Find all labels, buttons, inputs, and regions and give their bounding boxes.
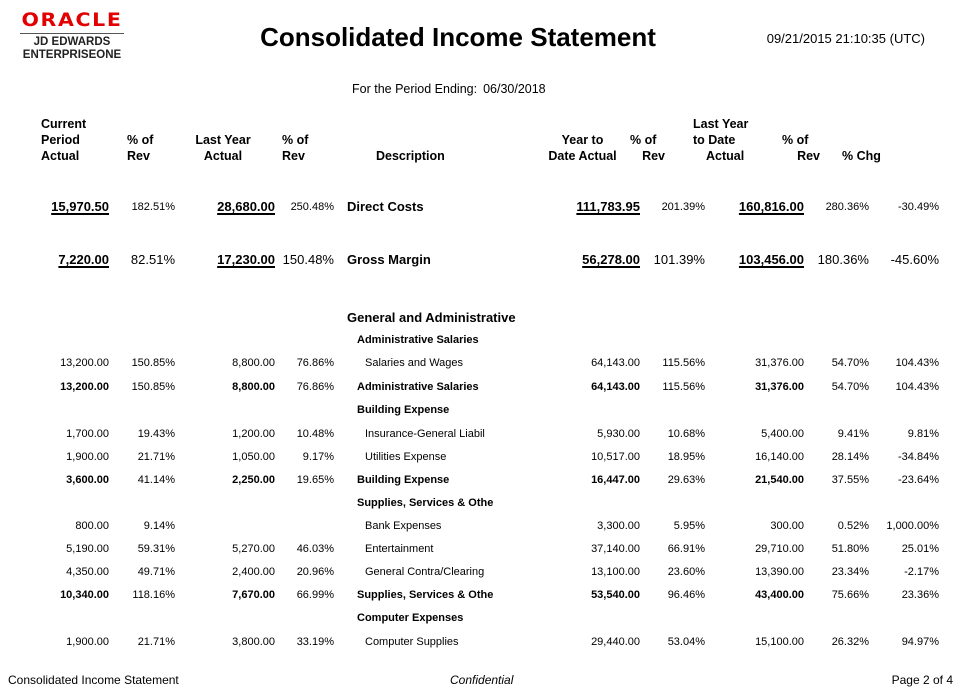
last-year-actual: 8,800.00	[232, 381, 275, 393]
description: Computer Supplies	[365, 636, 459, 648]
pct-rev: 26.32%	[831, 636, 869, 648]
col-header-pct-rev-4	[782, 132, 820, 164]
pct-rev: 5.95%	[673, 520, 705, 532]
pct-rev: 76.86%	[296, 381, 334, 393]
pct-rev: 180.36%	[817, 252, 869, 267]
pct-chg: 23.36%	[901, 589, 939, 601]
description: Building Expense	[357, 404, 450, 416]
current-period-actual: 4,350.00	[66, 566, 109, 578]
jde-line-1: JD EDWARDS	[33, 36, 111, 48]
pct-rev: 0.52%	[837, 520, 869, 532]
last-year-actual: 2,250.00	[232, 474, 275, 486]
col-header-line: Last Year	[693, 117, 749, 131]
description: Supplies, Services & Othe	[357, 589, 494, 601]
pct-chg: -45.60%	[890, 252, 939, 267]
pct-chg: -30.49%	[898, 201, 939, 213]
col-header-line: Actual	[203, 149, 243, 163]
pct-rev: 23.34%	[831, 566, 869, 578]
ly-td-actual: 103,456.00	[738, 252, 804, 267]
col-header-line: to Date	[693, 133, 736, 147]
ytd-actual: 5,930.00	[597, 428, 640, 440]
jde-line-2: ENTERPRISEONE	[22, 49, 122, 61]
period-label: For the Period Ending:	[352, 82, 478, 96]
ly-td-actual: 16,140.00	[755, 451, 804, 463]
last-year-actual: 17,230.00	[217, 252, 275, 267]
table-row	[0, 449, 959, 465]
pct-chg: -2.17%	[904, 566, 939, 578]
last-year-actual: 1,200.00	[232, 428, 275, 440]
pct-chg: 94.97%	[901, 636, 939, 648]
col-header-line: Rev	[642, 149, 665, 163]
ly-td-actual: 43,400.00	[755, 589, 804, 601]
col-header-line: % of	[127, 133, 154, 147]
current-period-actual: 13,200.00	[60, 357, 109, 369]
ytd-actual: 53,540.00	[591, 589, 640, 601]
pct-rev: 66.91%	[667, 543, 705, 555]
period-value: 06/30/2018	[483, 82, 546, 96]
pct-rev: 37.55%	[831, 474, 869, 486]
pct-rev: 28.14%	[831, 451, 869, 463]
last-year-actual: 8,800.00	[232, 357, 275, 369]
current-period-actual: 1,900.00	[66, 636, 109, 648]
last-year-actual: 7,670.00	[232, 589, 275, 601]
pct-rev: 21.71%	[137, 636, 175, 648]
table-row	[0, 564, 959, 580]
description: Computer Expenses	[357, 612, 464, 624]
pct-rev: 115.56%	[662, 357, 705, 369]
pct-rev: 250.48%	[290, 201, 334, 213]
ly-td-actual: 15,100.00	[755, 636, 804, 648]
col-header-line: Current	[41, 117, 87, 131]
ly-td-actual: 21,540.00	[755, 474, 804, 486]
ytd-actual: 29,440.00	[591, 636, 640, 648]
description: Supplies, Services & Othe	[357, 497, 494, 509]
group-total-row	[0, 379, 959, 395]
pct-rev: 9.14%	[143, 520, 175, 532]
ly-td-actual: 31,376.00	[755, 381, 804, 393]
description: Gross Margin	[347, 252, 431, 267]
ytd-actual: 3,300.00	[597, 520, 640, 532]
group-header-row	[0, 332, 959, 348]
pct-rev: 150.85%	[131, 357, 175, 369]
col-header-line: Year to	[561, 133, 604, 147]
ytd-actual: 16,447.00	[591, 474, 640, 486]
description: Insurance-General Liabil	[365, 428, 485, 440]
ly-td-actual: 31,376.00	[755, 357, 804, 369]
pct-rev: 49.71%	[137, 566, 175, 578]
current-period-actual: 15,970.50	[51, 199, 109, 214]
col-header-line: Rev	[127, 149, 150, 163]
current-period-actual: 13,200.00	[60, 381, 109, 393]
description: Building Expense	[357, 474, 450, 486]
pct-rev: 280.36%	[825, 201, 869, 213]
last-year-actual: 28,680.00	[217, 199, 275, 214]
table-row	[0, 541, 959, 557]
table-row	[0, 634, 959, 650]
summary-row-gross-margin	[0, 252, 959, 268]
pct-rev: 54.70%	[831, 381, 869, 393]
pct-rev: 33.19%	[296, 636, 334, 648]
ly-td-actual: 300.00	[770, 520, 804, 532]
pct-rev: 66.99%	[296, 589, 334, 601]
ly-td-actual: 29,710.00	[755, 543, 804, 555]
last-year-actual: 2,400.00	[232, 566, 275, 578]
col-header-line: Actual	[41, 149, 80, 163]
pct-rev: 59.31%	[137, 543, 175, 555]
pct-rev: 201.39%	[661, 201, 705, 213]
group-total-row	[0, 472, 959, 488]
col-header-current-period-actual	[41, 116, 86, 164]
ytd-actual: 10,517.00	[591, 451, 640, 463]
col-header-last-year-actual	[193, 132, 253, 164]
col-header-line: Actual	[706, 149, 745, 163]
pct-rev: 18.95%	[667, 451, 705, 463]
section-title: General and Administrative	[347, 310, 516, 325]
pct-rev: 182.51%	[131, 201, 175, 213]
pct-chg: 1,000.00%	[886, 520, 939, 532]
pct-rev: 46.03%	[296, 543, 334, 555]
col-header-line: % of	[630, 133, 657, 147]
table-row	[0, 518, 959, 534]
footer-page-number: Page 2 of 4	[891, 673, 953, 687]
description: Entertainment	[365, 543, 434, 555]
pct-chg: 9.81%	[907, 428, 939, 440]
table-row	[0, 426, 959, 442]
pct-rev: 23.60%	[667, 566, 705, 578]
col-header-line: % of	[782, 133, 809, 147]
report-datetime: 09/21/2015 21:10:35 (UTC)	[766, 31, 925, 46]
ytd-actual: 56,278.00	[582, 252, 640, 267]
group-header-row	[0, 610, 959, 626]
pct-chg: 25.01%	[901, 543, 939, 555]
current-period-actual: 800.00	[75, 520, 109, 532]
table-row	[0, 355, 959, 371]
col-header-ytd-actual	[545, 132, 620, 164]
pct-rev: 10.68%	[667, 428, 705, 440]
last-year-actual: 1,050.00	[232, 451, 275, 463]
col-header-line: Last Year	[195, 133, 251, 147]
current-period-actual: 7,220.00	[58, 252, 109, 267]
group-header-row	[0, 495, 959, 511]
pct-rev: 76.86%	[296, 357, 334, 369]
col-header-description: Description	[376, 149, 445, 163]
col-header-pct-rev-2	[282, 132, 308, 164]
ytd-actual: 13,100.00	[591, 566, 640, 578]
current-period-actual: 1,700.00	[66, 428, 109, 440]
last-year-actual: 5,270.00	[232, 543, 275, 555]
pct-rev: 19.65%	[296, 474, 334, 486]
current-period-actual: 1,900.00	[66, 451, 109, 463]
pct-rev: 118.16%	[132, 589, 175, 601]
pct-rev: 51.80%	[831, 543, 869, 555]
pct-rev: 82.51%	[130, 252, 175, 267]
pct-rev: 54.70%	[831, 357, 869, 369]
pct-chg: 104.43%	[895, 357, 939, 369]
col-header-line: Period	[41, 133, 80, 147]
ytd-actual: 37,140.00	[591, 543, 640, 555]
description: General Contra/Clearing	[365, 566, 485, 578]
pct-rev: 21.71%	[137, 451, 175, 463]
pct-chg: 104.43%	[895, 381, 939, 393]
col-header-pct-rev-3	[630, 132, 665, 164]
ytd-actual: 64,143.00	[591, 357, 640, 369]
description: Utilities Expense	[365, 451, 447, 463]
description: Direct Costs	[347, 199, 424, 214]
col-header-line: Date Actual	[548, 149, 617, 163]
col-header-line: Rev	[282, 149, 305, 163]
pct-chg: -23.64%	[898, 474, 939, 486]
footer-confidential: Confidential	[450, 673, 514, 687]
col-header-line: Rev	[797, 149, 820, 163]
pct-rev: 115.56%	[662, 381, 705, 393]
ly-td-actual: 160,816.00	[738, 199, 804, 214]
col-header-pct-rev-1	[127, 132, 153, 164]
description: Salaries and Wages	[365, 357, 464, 369]
summary-row-direct-costs	[0, 199, 959, 215]
ly-td-actual: 13,390.00	[755, 566, 804, 578]
report-title: Consolidated Income Statement	[260, 22, 656, 52]
pct-rev: 53.04%	[667, 636, 705, 648]
col-header-pct-chg: % Chg	[842, 149, 881, 163]
group-header-row	[0, 402, 959, 418]
pct-rev: 9.17%	[302, 451, 334, 463]
pct-rev: 150.48%	[282, 252, 334, 267]
current-period-actual: 3,600.00	[66, 474, 109, 486]
last-year-actual: 3,800.00	[232, 636, 275, 648]
pct-rev: 41.14%	[137, 474, 175, 486]
group-total-row	[0, 587, 959, 603]
pct-rev: 150.85%	[131, 381, 175, 393]
pct-rev: 96.46%	[667, 589, 705, 601]
description: Bank Expenses	[365, 520, 442, 532]
current-period-actual: 10,340.00	[60, 589, 109, 601]
description: Administrative Salaries	[357, 334, 479, 346]
current-period-actual: 5,190.00	[66, 543, 109, 555]
col-header-ly-td-actual	[693, 116, 748, 164]
pct-rev: 75.66%	[831, 589, 869, 601]
ly-td-actual: 5,400.00	[761, 428, 804, 440]
col-header-line: % of	[282, 133, 309, 147]
description: Administrative Salaries	[357, 381, 479, 393]
pct-rev: 29.63%	[667, 474, 705, 486]
footer-report-name: Consolidated Income Statement	[8, 673, 179, 687]
period-ending	[352, 82, 546, 96]
ytd-actual: 111,783.95	[576, 199, 640, 214]
oracle-wordmark: ORACLE	[21, 9, 123, 31]
pct-rev: 10.48%	[296, 428, 334, 440]
pct-rev: 20.96%	[296, 566, 334, 578]
ytd-actual: 64,143.00	[591, 381, 640, 393]
pct-rev: 19.43%	[137, 428, 175, 440]
pct-rev: 101.39%	[653, 252, 705, 267]
pct-chg: -34.84%	[898, 451, 939, 463]
pct-rev: 9.41%	[837, 428, 869, 440]
